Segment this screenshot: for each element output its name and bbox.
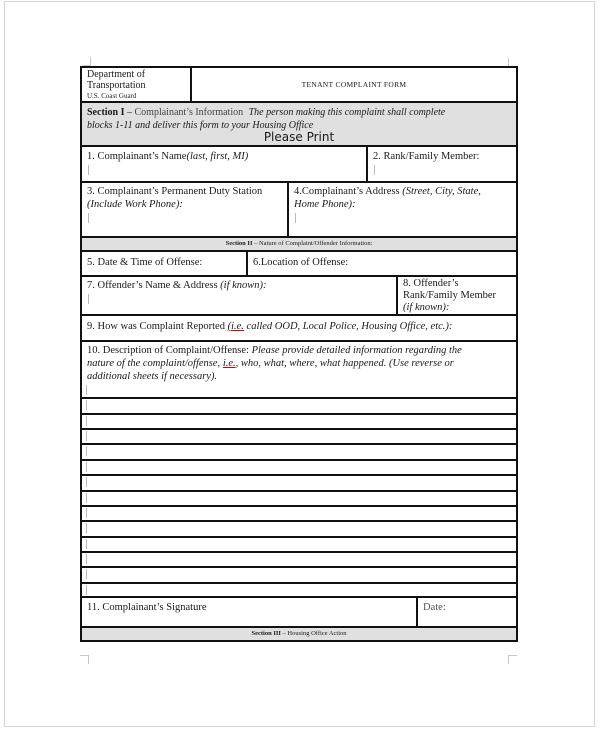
f10-hint-ie: i.e. bbox=[222, 358, 236, 369]
text-cursor bbox=[86, 585, 87, 595]
crop-mark-bottom-right bbox=[508, 655, 517, 664]
f10-hint-3: additional sheets if necessary). bbox=[87, 371, 218, 382]
f2-label: 2. Rank/Family Member: bbox=[373, 151, 480, 162]
f8-label-2: Rank/Family Member bbox=[403, 290, 497, 301]
f9-hint-ie: (i.e. bbox=[227, 321, 244, 332]
text-cursor bbox=[86, 523, 87, 533]
description-rule-line bbox=[80, 459, 518, 461]
field-offender-name-address[interactable] bbox=[80, 275, 398, 316]
section2-title: – Nature of Complaint/Offender Information: bbox=[252, 240, 373, 247]
description-rule-line bbox=[80, 582, 518, 584]
agency-line3: U.S. Coast Guard bbox=[87, 92, 137, 100]
description-rule-line bbox=[80, 520, 518, 522]
section3-title: – Housing Office Action bbox=[280, 630, 347, 637]
f10-hint-2c: (Use reverse or bbox=[386, 358, 454, 369]
date-label: Date: bbox=[423, 602, 446, 613]
form-title: TENANT COMPLAINT FORM bbox=[301, 80, 407, 89]
description-rule-line bbox=[80, 536, 518, 538]
f7-hint: (if known): bbox=[220, 280, 267, 291]
f3-label: 3. Complainant’s Permanent Duty Station bbox=[87, 186, 263, 197]
f1-hint: (last, first, MI) bbox=[186, 151, 249, 162]
section1-instruction-2: blocks 1-11 and deliver this form to your Housing Office bbox=[87, 120, 314, 131]
text-cursor bbox=[86, 477, 87, 487]
field-complainant-name[interactable] bbox=[80, 145, 368, 183]
text-cursor bbox=[86, 569, 87, 579]
f9-label: 9. How was Complaint Reported bbox=[87, 321, 228, 332]
f6-label: 6.Location of Offense: bbox=[253, 257, 349, 268]
text-cursor bbox=[86, 400, 87, 410]
text-cursor bbox=[86, 446, 87, 456]
field-rank-family-member[interactable] bbox=[366, 145, 518, 183]
f7-label: 7. Offender’s Name & Address bbox=[87, 280, 221, 291]
text-cursor bbox=[295, 213, 296, 223]
f8-label-1: 8. Offender’s bbox=[403, 278, 459, 289]
description-rule-line bbox=[80, 397, 518, 399]
text-cursor bbox=[86, 462, 87, 472]
description-rule-line bbox=[80, 413, 518, 415]
description-rule-line bbox=[80, 428, 518, 430]
f4-hint-1: (Street, City, State, bbox=[402, 186, 481, 197]
f1-label: 1. Complainant’s Name bbox=[87, 151, 187, 162]
field-date[interactable] bbox=[416, 596, 518, 628]
section1-title: Complainant’s Information bbox=[134, 107, 244, 118]
f4-hint-2: Home Phone): bbox=[294, 199, 356, 210]
description-rule-line bbox=[80, 505, 518, 507]
f10-hint-1: Please provide detailed information regarding the bbox=[248, 345, 462, 356]
text-cursor bbox=[86, 493, 87, 503]
text-cursor bbox=[86, 539, 87, 549]
f3-hint: (Include Work Phone): bbox=[87, 199, 183, 210]
section2-label: Section II bbox=[225, 240, 253, 247]
section1-band bbox=[80, 101, 518, 147]
agency-line2: Transportation bbox=[87, 80, 146, 91]
agency-block bbox=[80, 66, 192, 103]
section3-label: Section III bbox=[251, 630, 281, 637]
field-complainant-address[interactable] bbox=[287, 181, 518, 238]
agency-line1: Department of bbox=[87, 69, 146, 80]
crop-mark-top-left bbox=[82, 57, 91, 66]
field-location-offense[interactable] bbox=[246, 250, 518, 277]
field-description-header bbox=[80, 340, 518, 384]
text-cursor bbox=[88, 213, 89, 223]
f8-hint: (if known): bbox=[403, 302, 450, 313]
text-cursor bbox=[86, 385, 87, 395]
field-how-reported[interactable] bbox=[80, 314, 518, 342]
section3-band bbox=[80, 626, 518, 642]
description-rule-line bbox=[80, 566, 518, 568]
section1-instruction-1: The person making this complaint shall complete bbox=[248, 107, 446, 118]
field-date-time-offense[interactable] bbox=[80, 250, 248, 277]
text-cursor bbox=[86, 416, 87, 426]
f5-label: 5. Date & Time of Offense: bbox=[87, 257, 203, 268]
f9-hint: called OOD, Local Police, Housing Office, etc.): bbox=[243, 321, 453, 332]
field-duty-station[interactable] bbox=[80, 181, 289, 238]
description-rule-line bbox=[80, 490, 518, 492]
description-rule-line bbox=[80, 443, 518, 445]
text-cursor bbox=[88, 165, 89, 175]
f10-hint-2b: , who, what, where, what happened. bbox=[235, 358, 387, 369]
section1-dash: – bbox=[124, 107, 135, 118]
field-signature[interactable] bbox=[80, 596, 418, 628]
f10-label: 10. Description of Complaint/Offense: bbox=[87, 345, 249, 356]
description-rule-line bbox=[80, 474, 518, 476]
text-cursor bbox=[86, 508, 87, 518]
field-offender-rank[interactable] bbox=[396, 275, 518, 316]
text-cursor bbox=[88, 294, 89, 304]
f11-label: 11. Complainant’s Signature bbox=[87, 602, 207, 613]
f4-label: 4.Complainant’s Address bbox=[294, 186, 403, 197]
please-print: Please Print bbox=[263, 130, 335, 144]
description-rule-line bbox=[80, 551, 518, 553]
form-title-block bbox=[190, 66, 518, 103]
text-cursor bbox=[86, 431, 87, 441]
text-cursor bbox=[86, 554, 87, 564]
text-cursor bbox=[374, 165, 375, 175]
f10-hint-2a: nature of the complaint/offense, bbox=[87, 358, 223, 369]
crop-mark-bottom-left bbox=[80, 655, 89, 664]
section1-label: Section I bbox=[87, 107, 125, 118]
